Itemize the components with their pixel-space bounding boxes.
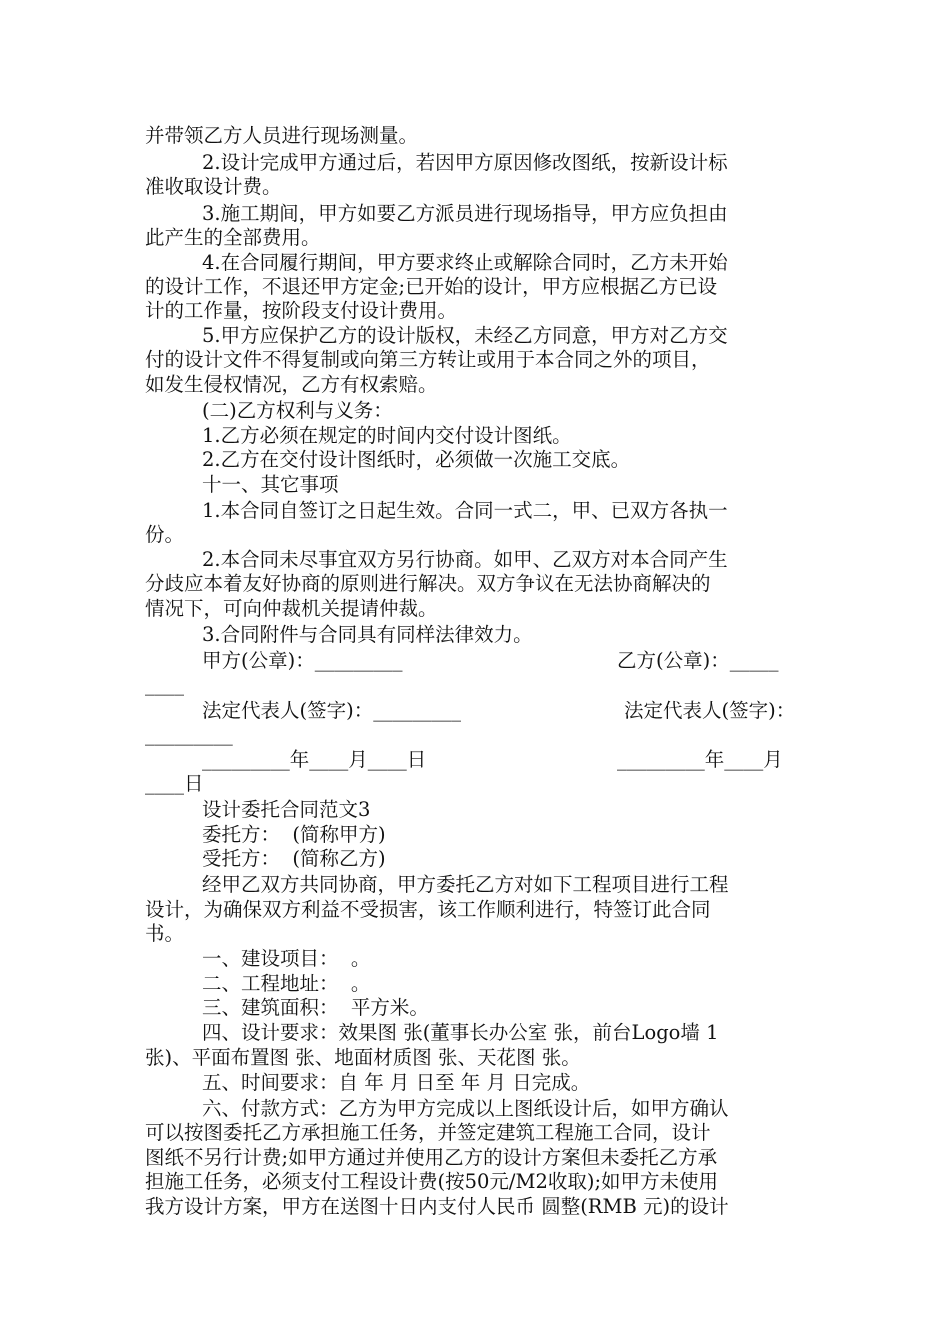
text-line: 书。 [145,922,185,945]
party-a-seal: 甲方(公章)：_________ [202,649,403,672]
party-b-representative: 法定代表人(签字)： [624,699,796,722]
text-line: 2.设计完成甲方通过后，若因甲方原因修改图纸，按新设计标 [202,151,728,174]
text-line: 并带领乙方人员进行现场测量。 [145,124,419,147]
text-line: 准收取设计费。 [145,175,282,198]
text-line: 3.施工期间，甲方如要乙方派员进行现场指导，甲方应负担由 [202,202,728,225]
text-line: 2.本合同未尽事宜双方另行协商。如甲、乙双方对本合同产生 [202,548,728,571]
text-line: 分歧应本着友好协商的原则进行解决。双方争议在无法协商解决的 [145,572,711,595]
text-line: 经甲乙双方共同协商，甲方委托乙方对如下工程项目进行工程 [202,873,729,896]
text-line: 三、建筑面积： 平方米。 [202,996,429,1019]
text-line: 2.乙方在交付设计图纸时，必须做一次施工交底。 [202,448,631,471]
text-line: 二、工程地址： 。 [202,972,371,995]
text-line: 5.甲方应保护乙方的设计版权，未经乙方同意，甲方对乙方交 [202,324,728,347]
party-b-date: _________年____月 [617,748,783,771]
text-line: _________ [145,723,233,746]
party-a-representative: 法定代表人(签字)：_________ [202,699,461,722]
text-line: 委托方： (简称甲方) [202,823,386,846]
party-b-seal: 乙方(公章)：_____ [617,649,779,672]
text-line: 我方设计方案，甲方在送图十日内支付人民币 圆整(RMB 元)的设计 [145,1195,729,1218]
text-line: 4.在合同履行期间，甲方要求终止或解除合同时，乙方未开始 [202,251,728,274]
party-a-date: _________年____月____日 [202,748,427,771]
text-line: 四、设计要求：效果图 张(董事长办公室 张，前台Logo墙 1 [202,1021,719,1044]
section-heading: 十一、其它事项 [202,473,339,496]
text-line: 六、付款方式：乙方为甲方完成以上图纸设计后，如甲方确认 [202,1097,729,1120]
text-line: 可以按图委托乙方承担施工任务，并签定建筑工程施工合同，设计 [145,1121,711,1144]
text-line: ____ [145,673,184,696]
text-line: 1.乙方必须在规定的时间内交付设计图纸。 [202,424,572,447]
text-line: 五、时间要求：自 年 月 日至 年 月 日完成。 [202,1071,591,1094]
text-line: 此产生的全部费用。 [145,226,321,249]
text-line: 如发生侵权情况，乙方有权索赔。 [145,373,438,396]
text-line: 1.本合同自签订之日起生效。合同一式二，甲、已双方各执一 [202,499,728,522]
text-line: 一、建设项目： 。 [202,947,371,970]
text-line: 受托方： (简称乙方) [202,847,386,870]
document-title: 设计委托合同范文3 [202,798,371,821]
section-heading: (二)乙方权利与义务： [202,399,393,422]
text-line: 份。 [145,523,185,546]
text-line: 担施工任务，必须支付工程设计费(按50元/M2收取);如甲方未使用 [145,1170,719,1193]
text-line: 计的工作量，按阶段支付设计费用。 [145,299,458,322]
text-line: 张)、平面布置图 张、地面材质图 张、天花图 张。 [145,1046,581,1069]
text-line: 的设计工作，不退还甲方定金;已开始的设计，甲方应根据乙方已设 [145,275,718,298]
text-line: 情况下，可向仲裁机关提请仲裁。 [145,597,438,620]
text-line: 图纸不另行计费;如甲方通过并使用乙方的设计方案但未委托乙方承 [145,1146,718,1169]
text-line: ____日 [145,772,204,795]
text-line: 3.合同附件与合同具有同样法律效力。 [202,623,533,646]
text-line: 设计，为确保双方利益不受损害，该工作顺利进行，特签订此合同 [145,898,711,921]
text-line: 付的设计文件不得复制或向第三方转让或用于本合同之外的项目， [145,348,711,371]
